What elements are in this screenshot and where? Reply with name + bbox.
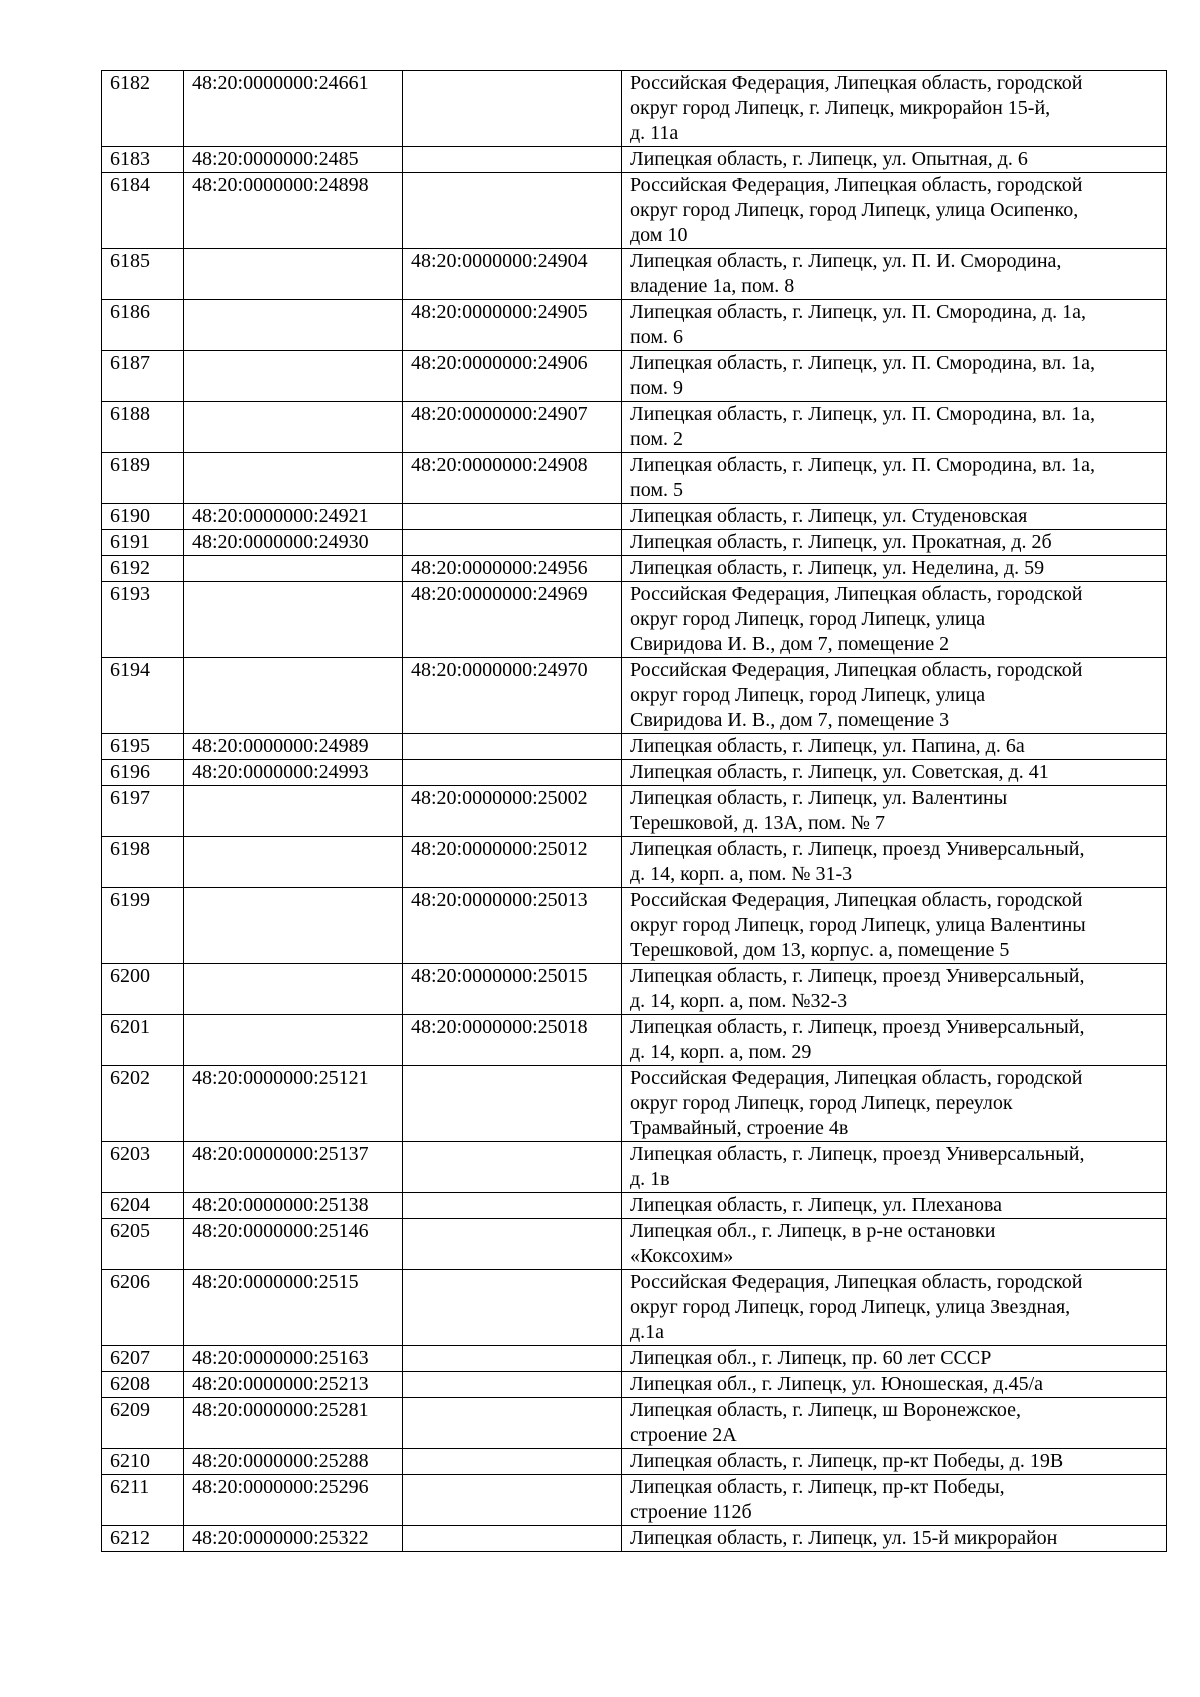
premises-cadastral-number-cell: 48:20:0000000:25015 bbox=[403, 964, 622, 1015]
premises-cadastral-number-cell bbox=[403, 1270, 622, 1346]
address-cell: Липецкая область, г. Липецк, ул. П. Смородина, вл. 1а, пом. 5 bbox=[622, 453, 1167, 504]
land-cadastral-number-cell: 48:20:0000000:24921 bbox=[184, 504, 403, 530]
row-number-cell: 6192 bbox=[102, 556, 184, 582]
address-cell: Липецкая область, г. Липецк, ул. П. Смородина, вл. 1а, пом. 9 bbox=[622, 351, 1167, 402]
address-cell: Российская Федерация, Липецкая область, городской округ город Липецк, город Липецк, улица Звездная, д.1а bbox=[622, 1270, 1167, 1346]
address-cell: Липецкая область, г. Липецк, ул. П. Смородина, вл. 1а, пом. 2 bbox=[622, 402, 1167, 453]
land-cadastral-number-cell bbox=[184, 658, 403, 734]
address-cell: Российская Федерация, Липецкая область, городской округ город Липецк, город Липецк, улица Свиридова И. В., дом 7, помещение 3 bbox=[622, 658, 1167, 734]
premises-cadastral-number-cell: 48:20:0000000:25012 bbox=[403, 837, 622, 888]
row-number-cell: 6188 bbox=[102, 402, 184, 453]
row-number-cell: 6207 bbox=[102, 1346, 184, 1372]
land-cadastral-number-cell: 48:20:0000000:25281 bbox=[184, 1398, 403, 1449]
table-row bbox=[102, 1066, 1167, 1142]
premises-cadastral-number-cell: 48:20:0000000:24908 bbox=[403, 453, 622, 504]
address-cell: Российская Федерация, Липецкая область, городской округ город Липецк, город Липецк, улица Валентины Терешковой, дом 13, корпус. а, помещение 5 bbox=[622, 888, 1167, 964]
row-number-cell: 6208 bbox=[102, 1372, 184, 1398]
table-row bbox=[102, 1219, 1167, 1270]
table-row bbox=[102, 71, 1167, 147]
premises-cadastral-number-cell bbox=[403, 1398, 622, 1449]
premises-cadastral-number-cell bbox=[403, 71, 622, 147]
premises-cadastral-number-cell bbox=[403, 1449, 622, 1475]
land-cadastral-number-cell bbox=[184, 582, 403, 658]
table-row bbox=[102, 582, 1167, 658]
row-number-cell: 6206 bbox=[102, 1270, 184, 1346]
land-cadastral-number-cell bbox=[184, 351, 403, 402]
table-row bbox=[102, 1270, 1167, 1346]
address-cell: Липецкая область, г. Липецк, пр-кт Победы, д. 19В bbox=[622, 1449, 1167, 1475]
land-cadastral-number-cell: 48:20:0000000:25213 bbox=[184, 1372, 403, 1398]
land-cadastral-number-cell bbox=[184, 786, 403, 837]
table-row bbox=[102, 556, 1167, 582]
premises-cadastral-number-cell bbox=[403, 760, 622, 786]
row-number-cell: 6189 bbox=[102, 453, 184, 504]
table-row bbox=[102, 530, 1167, 556]
premises-cadastral-number-cell: 48:20:0000000:24907 bbox=[403, 402, 622, 453]
premises-cadastral-number-cell bbox=[403, 1219, 622, 1270]
registry-table bbox=[101, 70, 1167, 1552]
address-cell: Липецкая область, г. Липецк, проезд Универсальный, д. 14, корп. а, пом. № 31-3 bbox=[622, 837, 1167, 888]
premises-cadastral-number-cell bbox=[403, 734, 622, 760]
land-cadastral-number-cell: 48:20:0000000:25138 bbox=[184, 1193, 403, 1219]
land-cadastral-number-cell: 48:20:0000000:25121 bbox=[184, 1066, 403, 1142]
table-row bbox=[102, 1346, 1167, 1372]
land-cadastral-number-cell: 48:20:0000000:25322 bbox=[184, 1526, 403, 1552]
land-cadastral-number-cell bbox=[184, 556, 403, 582]
land-cadastral-number-cell: 48:20:0000000:24989 bbox=[184, 734, 403, 760]
address-cell: Липецкая область, г. Липецк, проезд Универсальный, д. 14, корп. а, пом. №32-3 bbox=[622, 964, 1167, 1015]
land-cadastral-number-cell: 48:20:0000000:2485 bbox=[184, 147, 403, 173]
row-number-cell: 6201 bbox=[102, 1015, 184, 1066]
premises-cadastral-number-cell bbox=[403, 1372, 622, 1398]
registry-table-body bbox=[102, 71, 1167, 1552]
premises-cadastral-number-cell bbox=[403, 1475, 622, 1526]
address-cell: Липецкая область, г. Липецк, ул. Папина, д. 6а bbox=[622, 734, 1167, 760]
land-cadastral-number-cell bbox=[184, 964, 403, 1015]
row-number-cell: 6182 bbox=[102, 71, 184, 147]
table-row bbox=[102, 173, 1167, 249]
row-number-cell: 6198 bbox=[102, 837, 184, 888]
row-number-cell: 6205 bbox=[102, 1219, 184, 1270]
land-cadastral-number-cell: 48:20:0000000:24661 bbox=[184, 71, 403, 147]
row-number-cell: 6203 bbox=[102, 1142, 184, 1193]
land-cadastral-number-cell bbox=[184, 249, 403, 300]
address-cell: Липецкая область, г. Липецк, ул. П. И. Смородина, владение 1а, пом. 8 bbox=[622, 249, 1167, 300]
table-row bbox=[102, 402, 1167, 453]
land-cadastral-number-cell bbox=[184, 888, 403, 964]
table-row bbox=[102, 147, 1167, 173]
address-cell: Липецкая область, г. Липецк, ул. Валентины Терешковой, д. 13А, пом. № 7 bbox=[622, 786, 1167, 837]
address-cell: Липецкая область, г. Липецк, ш Воронежское, строение 2А bbox=[622, 1398, 1167, 1449]
premises-cadastral-number-cell bbox=[403, 1066, 622, 1142]
address-cell: Липецкая область, г. Липецк, ул. Неделина, д. 59 bbox=[622, 556, 1167, 582]
land-cadastral-number-cell: 48:20:0000000:24930 bbox=[184, 530, 403, 556]
land-cadastral-number-cell: 48:20:0000000:25137 bbox=[184, 1142, 403, 1193]
table-row bbox=[102, 1526, 1167, 1552]
address-cell: Липецкая область, г. Липецк, проезд Универсальный, д. 14, корп. а, пом. 29 bbox=[622, 1015, 1167, 1066]
row-number-cell: 6211 bbox=[102, 1475, 184, 1526]
row-number-cell: 6186 bbox=[102, 300, 184, 351]
table-row bbox=[102, 837, 1167, 888]
premises-cadastral-number-cell bbox=[403, 504, 622, 530]
premises-cadastral-number-cell: 48:20:0000000:25002 bbox=[403, 786, 622, 837]
premises-cadastral-number-cell: 48:20:0000000:24956 bbox=[403, 556, 622, 582]
address-cell: Российская Федерация, Липецкая область, городской округ город Липецк, город Липецк, переулок Трамвайный, строение 4в bbox=[622, 1066, 1167, 1142]
table-row bbox=[102, 964, 1167, 1015]
premises-cadastral-number-cell: 48:20:0000000:24969 bbox=[403, 582, 622, 658]
land-cadastral-number-cell bbox=[184, 402, 403, 453]
row-number-cell: 6197 bbox=[102, 786, 184, 837]
row-number-cell: 6183 bbox=[102, 147, 184, 173]
address-cell: Липецкая область, г. Липецк, проезд Универсальный, д. 1в bbox=[622, 1142, 1167, 1193]
land-cadastral-number-cell: 48:20:0000000:2515 bbox=[184, 1270, 403, 1346]
table-row bbox=[102, 760, 1167, 786]
row-number-cell: 6187 bbox=[102, 351, 184, 402]
table-row bbox=[102, 888, 1167, 964]
table-row bbox=[102, 1142, 1167, 1193]
row-number-cell: 6204 bbox=[102, 1193, 184, 1219]
address-cell: Липецкая область, г. Липецк, ул. Студеновская bbox=[622, 504, 1167, 530]
address-cell: Липецкая область, г. Липецк, ул. П. Смородина, д. 1а, пом. 6 bbox=[622, 300, 1167, 351]
premises-cadastral-number-cell bbox=[403, 1193, 622, 1219]
table-row bbox=[102, 1475, 1167, 1526]
land-cadastral-number-cell: 48:20:0000000:25163 bbox=[184, 1346, 403, 1372]
row-number-cell: 6184 bbox=[102, 173, 184, 249]
land-cadastral-number-cell: 48:20:0000000:24898 bbox=[184, 173, 403, 249]
premises-cadastral-number-cell: 48:20:0000000:25013 bbox=[403, 888, 622, 964]
land-cadastral-number-cell bbox=[184, 300, 403, 351]
land-cadastral-number-cell bbox=[184, 453, 403, 504]
row-number-cell: 6210 bbox=[102, 1449, 184, 1475]
premises-cadastral-number-cell: 48:20:0000000:24906 bbox=[403, 351, 622, 402]
row-number-cell: 6212 bbox=[102, 1526, 184, 1552]
address-cell: Липецкая обл., г. Липецк, пр. 60 лет СССР bbox=[622, 1346, 1167, 1372]
address-cell: Липецкая область, г. Липецк, ул. Опытная, д. 6 bbox=[622, 147, 1167, 173]
table-row bbox=[102, 1372, 1167, 1398]
table-row bbox=[102, 1193, 1167, 1219]
row-number-cell: 6185 bbox=[102, 249, 184, 300]
table-row bbox=[102, 249, 1167, 300]
premises-cadastral-number-cell bbox=[403, 147, 622, 173]
table-row bbox=[102, 658, 1167, 734]
premises-cadastral-number-cell: 48:20:0000000:24905 bbox=[403, 300, 622, 351]
table-row bbox=[102, 453, 1167, 504]
premises-cadastral-number-cell bbox=[403, 1346, 622, 1372]
premises-cadastral-number-cell bbox=[403, 173, 622, 249]
address-cell: Липецкая область, г. Липецк, пр-кт Победы, строение 112б bbox=[622, 1475, 1167, 1526]
row-number-cell: 6196 bbox=[102, 760, 184, 786]
table-row bbox=[102, 1398, 1167, 1449]
row-number-cell: 6191 bbox=[102, 530, 184, 556]
row-number-cell: 6190 bbox=[102, 504, 184, 530]
address-cell: Российская Федерация, Липецкая область, городской округ город Липецк, город Липецк, улица Свиридова И. В., дом 7, помещение 2 bbox=[622, 582, 1167, 658]
row-number-cell: 6200 bbox=[102, 964, 184, 1015]
land-cadastral-number-cell: 48:20:0000000:25146 bbox=[184, 1219, 403, 1270]
row-number-cell: 6195 bbox=[102, 734, 184, 760]
row-number-cell: 6199 bbox=[102, 888, 184, 964]
premises-cadastral-number-cell bbox=[403, 1142, 622, 1193]
address-cell: Российская Федерация, Липецкая область, городской округ город Липецк, г. Липецк, микрорайон 15-й, д. 11а bbox=[622, 71, 1167, 147]
land-cadastral-number-cell: 48:20:0000000:25296 bbox=[184, 1475, 403, 1526]
table-row bbox=[102, 351, 1167, 402]
land-cadastral-number-cell: 48:20:0000000:24993 bbox=[184, 760, 403, 786]
row-number-cell: 6194 bbox=[102, 658, 184, 734]
land-cadastral-number-cell: 48:20:0000000:25288 bbox=[184, 1449, 403, 1475]
premises-cadastral-number-cell: 48:20:0000000:25018 bbox=[403, 1015, 622, 1066]
land-cadastral-number-cell bbox=[184, 1015, 403, 1066]
land-cadastral-number-cell bbox=[184, 837, 403, 888]
premises-cadastral-number-cell bbox=[403, 530, 622, 556]
table-row bbox=[102, 786, 1167, 837]
address-cell: Липецкая область, г. Липецк, ул. Прокатная, д. 2б bbox=[622, 530, 1167, 556]
premises-cadastral-number-cell bbox=[403, 1526, 622, 1552]
address-cell: Липецкая обл., г. Липецк, в р-не остановки «Коксохим» bbox=[622, 1219, 1167, 1270]
table-row bbox=[102, 734, 1167, 760]
premises-cadastral-number-cell: 48:20:0000000:24970 bbox=[403, 658, 622, 734]
premises-cadastral-number-cell: 48:20:0000000:24904 bbox=[403, 249, 622, 300]
address-cell: Липецкая область, г. Липецк, ул. Советская, д. 41 bbox=[622, 760, 1167, 786]
address-cell: Российская Федерация, Липецкая область, городской округ город Липецк, город Липецк, улица Осипенко, дом 10 bbox=[622, 173, 1167, 249]
table-row bbox=[102, 504, 1167, 530]
address-cell: Липецкая обл., г. Липецк, ул. Юношеская, д.45/а bbox=[622, 1372, 1167, 1398]
row-number-cell: 6209 bbox=[102, 1398, 184, 1449]
table-row bbox=[102, 1449, 1167, 1475]
row-number-cell: 6193 bbox=[102, 582, 184, 658]
table-row bbox=[102, 1015, 1167, 1066]
address-cell: Липецкая область, г. Липецк, ул. 15-й микрорайон bbox=[622, 1526, 1167, 1552]
row-number-cell: 6202 bbox=[102, 1066, 184, 1142]
address-cell: Липецкая область, г. Липецк, ул. Плеханова bbox=[622, 1193, 1167, 1219]
table-row bbox=[102, 300, 1167, 351]
